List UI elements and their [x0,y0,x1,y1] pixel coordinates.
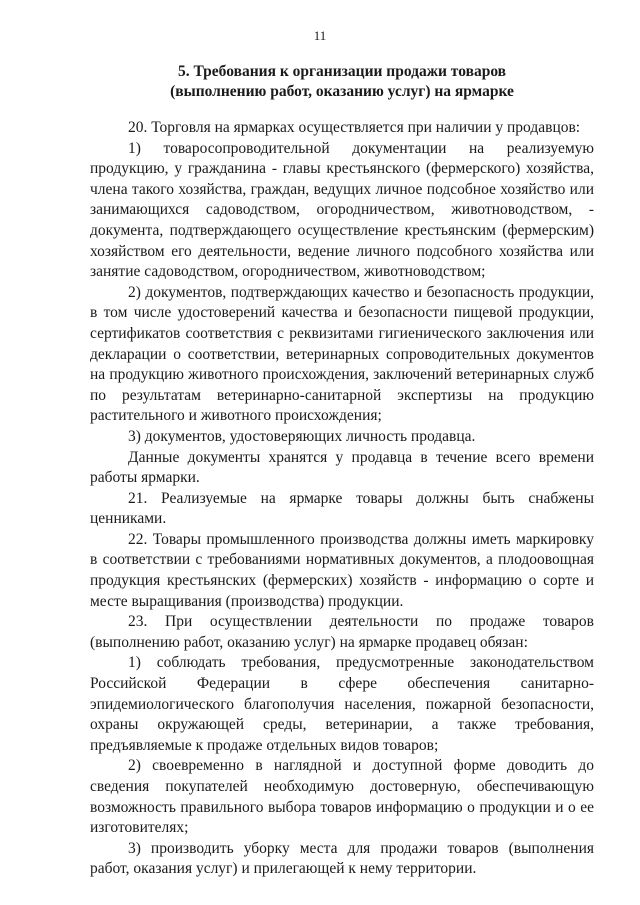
paragraph-20-item-3: 3) документов, удостоверяющих личность продавца. [128,427,476,445]
paragraph-23: 23. При осуществлении деятельности по продаже товаров (выполнению работ, оказанию услуг) на ярмарке продавец обязан: [90,613,594,651]
paragraph-22: 22. Товары промышленного производства должны иметь маркировку в соответствии с требованиями нормативных документов, а плодоовощная продукция крестьянских (фермерских) хозяйств - информацию о сорте и месте выращивания (производства) продукции. [90,530,594,610]
paragraph-20-item-1: 1) товаросопроводительной документации на реализуемую продукцию, у гражданина - главы крестьянского (фермерского) хозяйства, члена такого хозяйства, граждан, ведущих личное подсобное хозяйство или занимающихся садоводством, огородничеством, животноводством, - документа, подтверждающего осуществление крестьянским (фермерским) хозяйством его деятельности, ведение личного подсобного хозяйства или занятие садоводством, огородничеством, животноводством; [90,139,594,281]
paragraph-23-item-3: 3) производить уборку места для продажи товаров (выполнения работ, оказания услуг) и прилегающей к нему территории. [90,839,594,878]
section-heading [90,62,594,102]
section-heading-line-2: (выполнению работ, оказанию услуг) на ярмарке [170,83,514,100]
paragraph-21: 21. Реализуемые на ярмарке товары должны быть снабжены ценниками. [90,489,594,528]
paragraph-23-item-2: 2) своевременно в наглядной и доступной форме доводить до сведения покупателей необходимую достоверную, обеспечивающую возможность правильного выбора товаров информацию о продукции и о ее изготовителях; [90,757,594,837]
document-body [90,118,594,880]
page-number: 11 [313,28,327,43]
paragraph-23-item-1: 1) соблюдать требования, предусмотренные законодательством Российской Федерации в сфере обеспечения санитарно-эпидемиологического благополучия населения, пожарной безопасности, охраны окружающей среды, ветеринарии, а также требования, предъявляемые к продаже отдельных видов товаров; [90,654,594,754]
paragraph-20-item-2: 2) документов, подтверждающих качество и безопасность продукции, в том числе удостоверений качества и безопасности пищевой продукции, сертификатов соответствия с реквизитами гигиенического заключения или декларации о соответствии, ветеринарных сопроводительных документов на продукцию животного происхождения, заключений ветеринарных служб по результатам ветеринарно-санитарной экспертизы на продукцию растительного и животного происхождения; [90,283,594,425]
paragraph-20: 20. Торговля на ярмарках осуществляется при наличии у продавцов: [128,119,581,136]
paragraph-20-note: Данные документы хранятся у продавца в течение всего времени работы ярмарки. [90,448,594,487]
section-heading-line-1: 5. Требования к организации продажи товаров [177,63,507,80]
